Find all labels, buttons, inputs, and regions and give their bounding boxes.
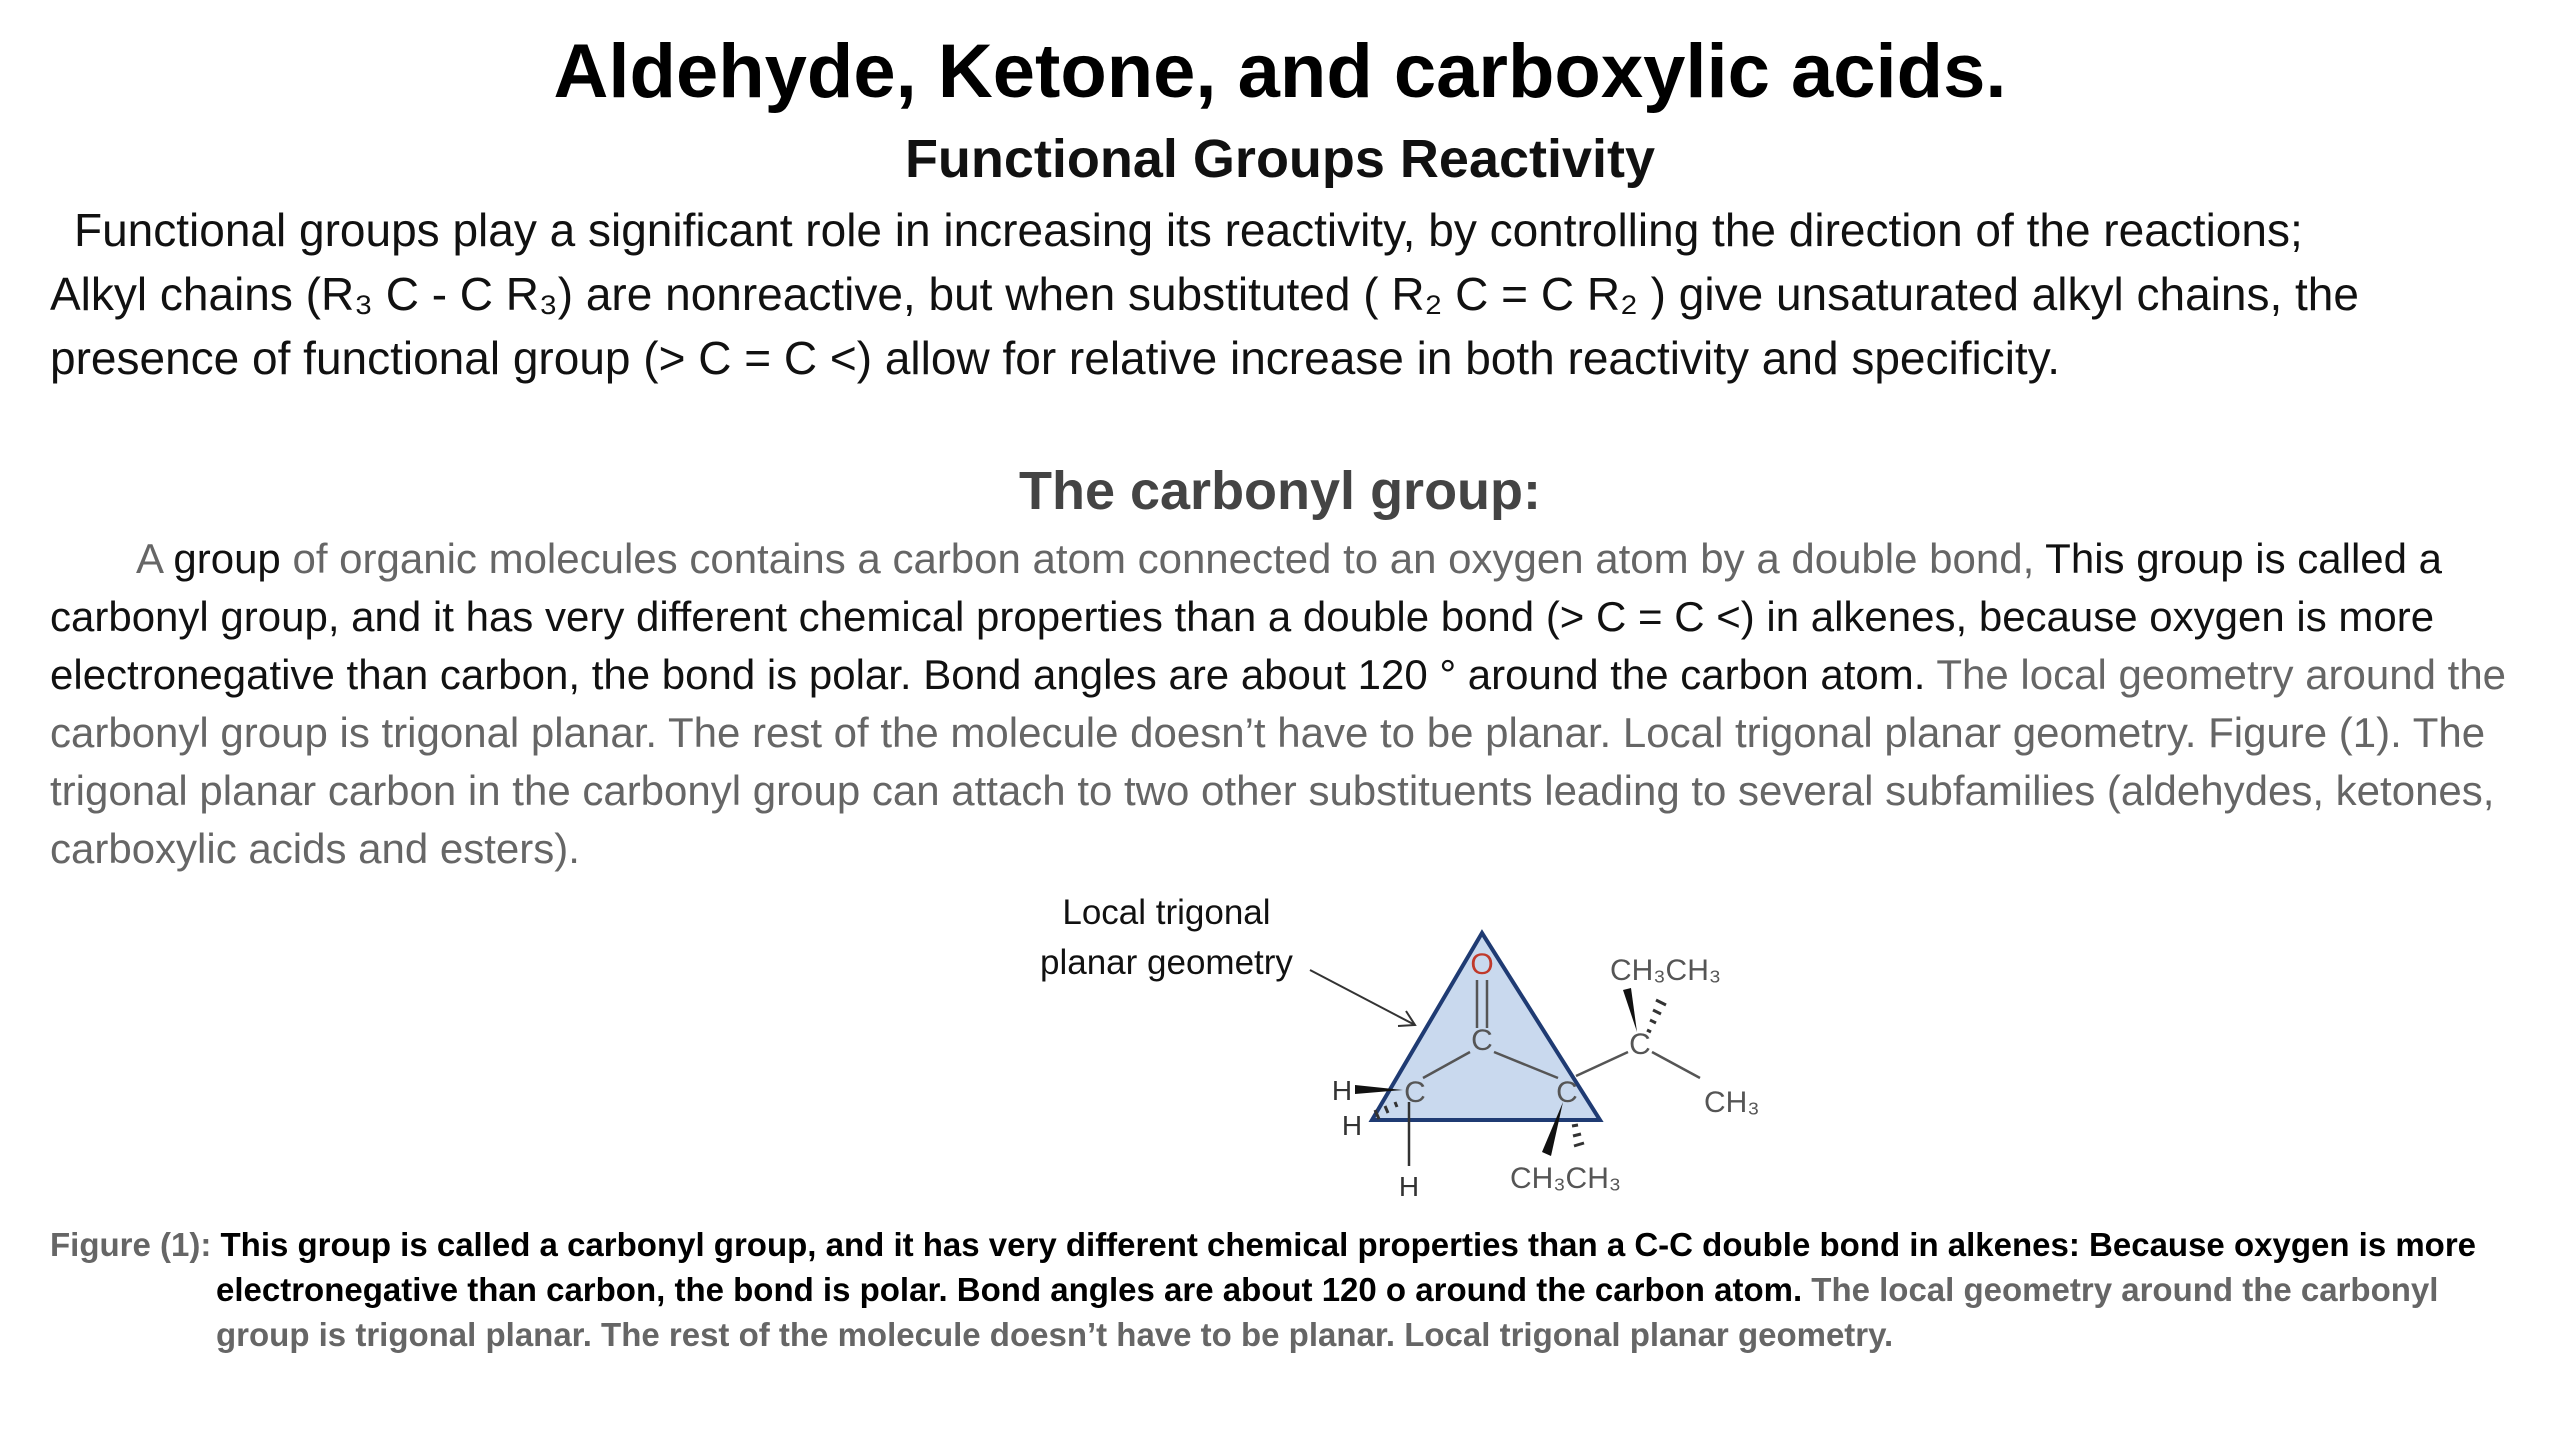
caption-body: [50, 1222, 2520, 1357]
intro-line-1: Functional groups play a significant role in increasing its reactivity, by controlling the direction of the reactions;: [74, 204, 2303, 256]
intro-paragraph: [50, 198, 2520, 390]
wedge-branch-top-bold: [1623, 988, 1637, 1032]
slide-title: Aldehyde, Ketone, and carboxylic acids.: [553, 29, 2007, 114]
caption-bold-text: This group is called a carbonyl group, and it has very different chemical properties than a C-C double bond in alkenes: Because oxygen is more electronegative than carbon, the bond is polar. Bond angles are about 120 o around the carbon atom.: [216, 1226, 2477, 1308]
intro-line-3: presence of functional group (> C = C <) allow for relative increase in both reactivity and specificity.: [50, 332, 2061, 384]
caption-lead: Figure (1):: [50, 1226, 221, 1263]
bond-branch-ch3: [1652, 1052, 1700, 1078]
atom-carbonyl-carbon: C: [1471, 1024, 1493, 1057]
slide-subtitle: Functional Groups Reactivity: [904, 129, 1656, 189]
group-ch3-right: CH₃: [1704, 1086, 1760, 1119]
caption-grey-text: The local geometry around the carbonyl group is trigonal planar. The rest of the molecule doesn’t have to be planar. Local trigonal planar geometry.: [216, 1271, 2439, 1353]
carbonyl-text-4: This group is called a carbonyl group, and it has very different chemical properties than a double bond (> C = C <) in alkenes, because oxygen is more electronegative than carbon, the bond is polar. Bond angles are about 120 ° around the carbon atom.: [50, 535, 2443, 698]
bond-right-branch: [1576, 1052, 1628, 1076]
carbonyl-text-1: A: [136, 535, 174, 582]
carbonyl-figure: [1010, 880, 1830, 1220]
atom-left-carbon: C: [1404, 1076, 1426, 1109]
atom-h-left: H: [1331, 1075, 1353, 1106]
atom-right-carbon: C: [1556, 1076, 1578, 1109]
hash-right-bottom: [1572, 1125, 1584, 1146]
figure-caption: [50, 1222, 2520, 1357]
carbonyl-text-5: The local geometry around the carbonyl group is trigonal planar. The rest of the molecule doesn’t have to be planar. Local trigonal planar geometry. Figure (1). The trigonal planar carbon in the carbonyl group can attach to two other substituents leading to several subfamilies (aldehydes, ketones, carboxylic acids and esters).: [50, 651, 2507, 872]
carbonyl-text-2: group: [173, 535, 281, 582]
atom-branch-carbon: C: [1629, 1028, 1651, 1061]
atom-h-bottom: H: [1398, 1171, 1420, 1202]
atom-h-down-left: H: [1341, 1110, 1363, 1141]
carbonyl-paragraph: [50, 530, 2540, 878]
group-ch3-pair-bottom: CH₃CH₃: [1510, 1162, 1622, 1195]
atom-oxygen: O: [1470, 948, 1494, 981]
figure-label-line-2: planar geometry: [1040, 943, 1293, 982]
molecule-diagram: [1010, 880, 1830, 1220]
carbonyl-section-heading: The carbonyl group:: [1018, 461, 1542, 521]
carbonyl-text-3: of organic molecules contains a carbon atom connected to an oxygen atom by a double bond,: [280, 535, 2035, 582]
label-arrow: [1310, 970, 1415, 1025]
intro-line-2: Alkyl chains (R₃ C - C R₃) are nonreactive, but when substituted ( R₂ C = C R₂ ) give unsaturated alkyl chains, the: [50, 268, 2359, 320]
group-ch3-pair-top: CH₃CH₃: [1610, 954, 1722, 987]
figure-label-line-1: Local trigonal: [1062, 893, 1271, 932]
